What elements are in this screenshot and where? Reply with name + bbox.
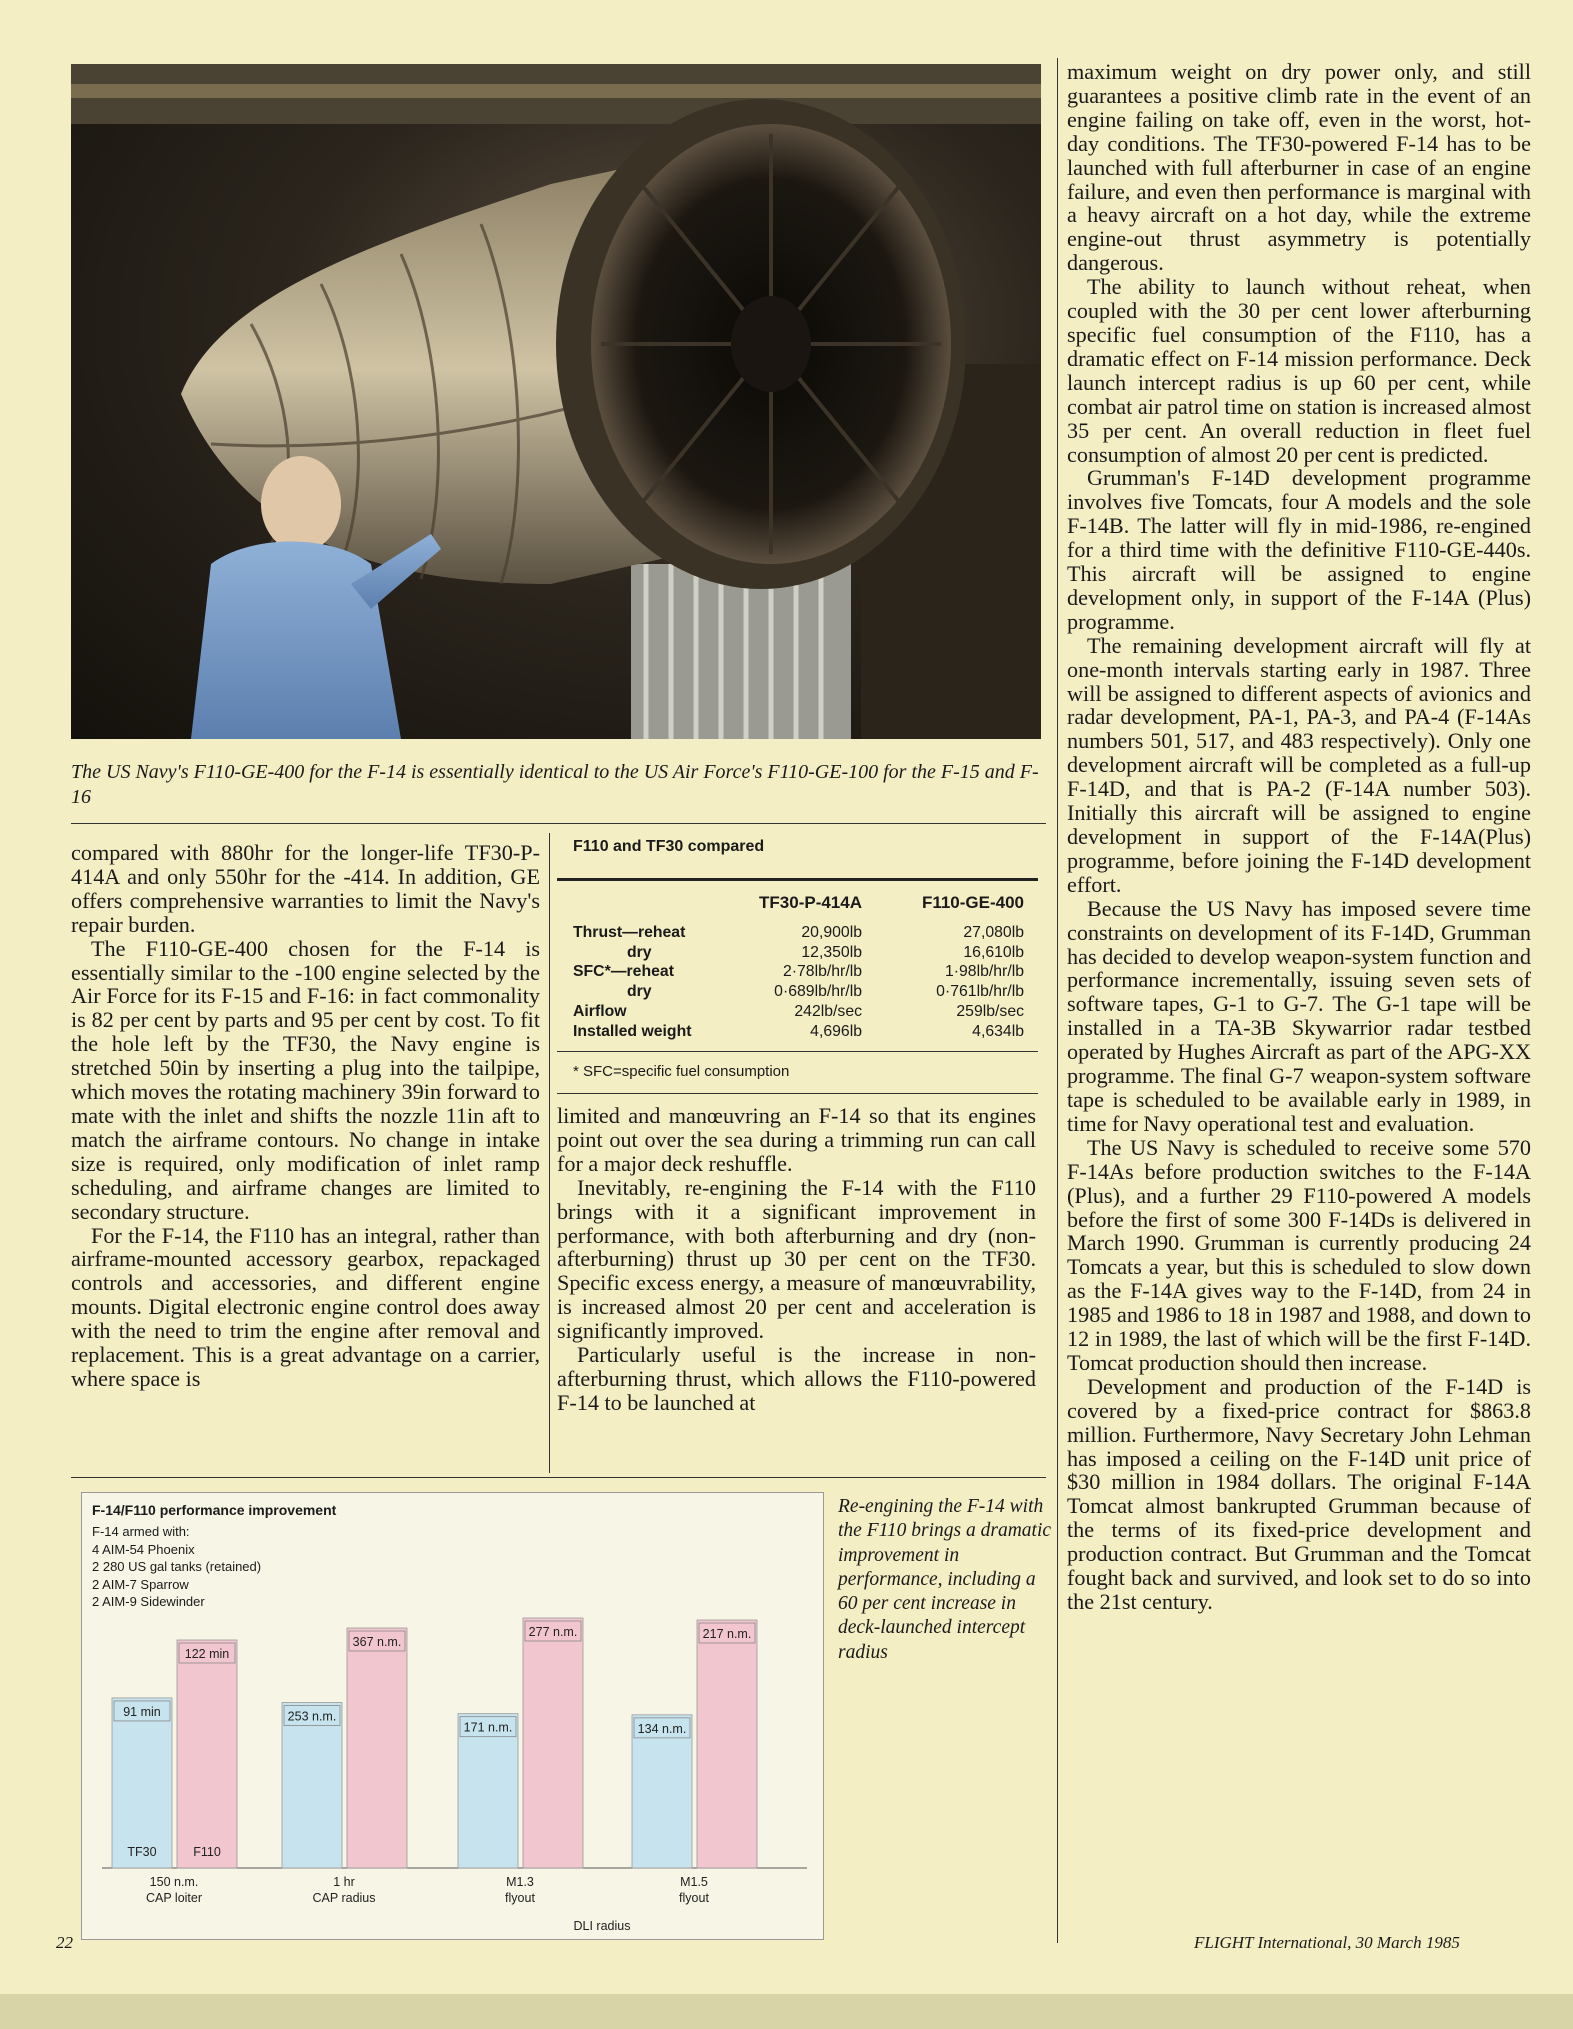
column-header: TF30-P-414A (759, 893, 862, 912)
table-bottom-rule (557, 1051, 1038, 1052)
bar-f110 (347, 1628, 407, 1868)
comparison-table (557, 838, 1038, 1080)
cell: 0·689lb/hr/lb (774, 983, 862, 1001)
paragraph: For the F-14, the F110 has an integral, rather than airframe-mounted accessory gearbox, repackaged controls and accessories, and different engine mounts. Digital electronic engine control does away with the need to trim the engine after removal and replacement. This is a great advantage on a carrier, where space is (71, 1222, 540, 1391)
cell: 4,634lb (972, 1022, 1024, 1040)
group-label: DLI radius (573, 1919, 631, 1933)
table-row (557, 962, 1038, 982)
cell: 20,900lb (801, 924, 862, 941)
armed-line: 4 AIM-54 Phoenix (92, 1541, 195, 1557)
cell: 259lb/sec (956, 1002, 1024, 1020)
chart-top-rule (71, 1477, 1046, 1478)
bar-f110 (697, 1620, 757, 1868)
performance-chart (81, 1492, 824, 1940)
cell: 2·78lb/hr/lb (782, 963, 862, 981)
category-label: flyout (505, 1891, 535, 1905)
row-label: dry (627, 983, 652, 1001)
armed-line: 2 AIM-9 Sidewinder (92, 1594, 205, 1609)
category-label: M1.5 (680, 1875, 708, 1889)
row-label: dry (627, 943, 652, 961)
data-label: 122 min (184, 1647, 230, 1661)
row-label: Installed weight (573, 1022, 692, 1040)
data-label: 134 n.m. (637, 1721, 687, 1736)
data-label: 171 n.m. (463, 1720, 513, 1735)
table-row (557, 923, 1038, 943)
data-label: 91 min (123, 1704, 161, 1719)
paragraph: Development and production of the F-14D is covered by a fixed-price contract for $863.8 million. Furthermore, Navy Secretary John Lehman has imposed a ceiling on the F-14D unit price of $30 million in 1984 dollars. The original F-14A Tomcat almost bankrupted Grumman because of the terms of its fixed-price development and production contract. But Grumman and the Tomcat fought back and survived, and look set to do so into the 21st century. (1067, 1373, 1531, 1614)
publication-date: FLIGHT International, 30 March 1985 (1194, 1933, 1460, 1952)
cell: 27,080lb (963, 924, 1024, 941)
paragraph: compared with 880hr for the longer-life TF30-P-414A and only 550hr for the -414. In addition, GE offers comprehensive warranties to limit the Navy's repair burden. (71, 840, 540, 937)
category-label: 150 n.m. (149, 1875, 199, 1889)
table-title: F110 and TF30 compared (573, 838, 765, 855)
paragraph: The ability to launch without reheat, when coupled with the 30 per cent lower afterburning specific fuel consumption of the F110, has a dramatic effect on F-14 mission performance. Deck launch intercept radius is up 60 per cent, while combat air patrol time on station is increased almost 35 per cent. An overall reduction in fleet fuel consumption of almost 20 per cent is predicted. (1067, 274, 1531, 467)
bar-f110 (523, 1618, 583, 1868)
chart-title: F-14/F110 performance improvement (92, 1502, 337, 1518)
armed-with-list (92, 1523, 261, 1611)
engine-illustration (71, 64, 1041, 739)
data-label: 217 n.m. (702, 1627, 752, 1641)
cell: 0·761lb/hr/lb (936, 983, 1024, 1001)
cell: 16,610lb (963, 943, 1024, 961)
row-label: Thrust—reheat (573, 924, 686, 941)
series-label-f110: F110 (193, 1845, 221, 1859)
category-label: flyout (679, 1891, 709, 1905)
paragraph: The remaining development aircraft will fly at one-month intervals starting early in 1987. Three will be assigned to different aspects of avionics and radar development, PA-1, PA-3, and PA-4 (F-14As numbers 501, 517, and 483 respectively). Only one development aircraft will be completed as a full-up F-14D, and that is PA-2 (F-14A number 503). Initially this aircraft will be assigned to engine development in support of the F-14A(Plus) programme, before joining the F-14D development effort. (1067, 632, 1531, 897)
data-label: 277 n.m. (528, 1625, 578, 1639)
category-label: CAP loiter (145, 1891, 203, 1905)
paragraph: The F110-GE-400 chosen for the F-14 is essentially similar to the -100 engine selected by the Air Force for its F-15 and F-16: in fact commonality is 82 per cent by parts and 95 per cent by cost. To fit the hole left by the TF30, the Navy engine is stretched 50in by inserting a plug into the tailpipe, which moves the rotating machinery 39in forward to mate with the inlet and shifts the nozzle 11in aft to match the airframe contours. No change in intake size is required, only modification of inlet ramp scheduling, and airframe changes are limited to secondary structure. (71, 935, 540, 1224)
paragraph: The US Navy is scheduled to receive some 570 F-14As before production switches to the F-14A (Plus), and a further 29 F110-powered A models before the first of some 300 F-14Ds is delivered in March 1990. Grumman is currently producing 24 Tomcats a year, but this is scheduled to slow down as the F-14A gives way to the F-14D, from 24 in 1985 and 1986 to 18 in 1987 and 1988, and down to 12 in 1989, the last of which will be the first F-14D. Tomcat production should then increase. (1067, 1134, 1531, 1375)
chart-caption: Re-engining the F-14 with the F110 brings a dramatic improvement in performance, including a 60 per cent increase in deck-launched intercept radius (838, 1496, 1052, 1663)
series-label-tf30: TF30 (127, 1845, 157, 1859)
page-edge (0, 1994, 1573, 2029)
table-row (557, 1002, 1038, 1022)
category-label: CAP radius (312, 1891, 376, 1905)
bar-tf30 (282, 1703, 342, 1868)
paragraph: limited and manœuvring an F-14 so that its engines point out over the sea during a trimming run can call for a major deck reshuffle. (557, 1103, 1036, 1176)
table-end-rule (557, 1093, 1038, 1094)
photo-caption: The US Navy's F110-GE-400 for the F-14 is essentially identical to the US Air Force's F110-GE-100 for the F-15 and F-16 (71, 761, 1039, 808)
category-label: 1 hr (333, 1875, 355, 1889)
column-rule-middle (549, 833, 550, 1473)
data-label: 367 n.m. (352, 1635, 402, 1649)
table-row (557, 943, 1038, 963)
armed-line: 2 280 US gal tanks (retained) (92, 1559, 262, 1574)
table-footnote: * SFC=specific fuel consumption (573, 1063, 790, 1081)
text-column-3 (1067, 60, 1531, 1614)
paragraph: Inevitably, re-engining the F-14 with the F110 brings with it a significant improvement in performance, with both afterburning and dry (non-afterburning) thrust up 30 per cent on the TF30. Specific excess energy, a measure of manœuvrability, is increased almost 20 per cent and acceleration is significantly improved. (557, 1174, 1036, 1344)
paragraph: Because the US Navy has imposed severe time constraints on development of its F-14D, Grumman has decided to develop weapon-system function and performance incrementally, issuing seven sets of software tapes, G-1 to G-7. The G-1 tape will be installed in a TA-3B Skywarrior radar testbed operated by Hughes Aircraft as part of the APG-XX programme. The final G-7 weapon-system software tape is scheduled to be available early in 1989, in time for Navy operational test and evaluation. (1067, 895, 1531, 1136)
category-label: M1.3 (506, 1875, 534, 1889)
engine-photo (71, 64, 1041, 739)
cell: 12,350lb (801, 943, 862, 961)
armed-line: 2 AIM-7 Sparrow (92, 1576, 189, 1592)
cell: 242lb/sec (794, 1002, 862, 1020)
cell: 4,696lb (810, 1022, 862, 1040)
cell: 1·98lb/hr/lb (944, 963, 1024, 981)
table-rule (557, 878, 1038, 881)
bar-f110 (177, 1640, 237, 1868)
text-column-1 (71, 841, 540, 1391)
paragraph: Particularly useful is the increase in non-afterburning thrust, which allows the F110-powered F-14 to be launched at (557, 1342, 1036, 1415)
armed-line: F-14 armed with: (92, 1524, 190, 1539)
row-label: SFC*—reheat (573, 963, 674, 981)
table-row (557, 1022, 1038, 1042)
text-column-2 (557, 1104, 1036, 1415)
caption-rule (71, 823, 1046, 824)
paragraph: Grumman's F-14D development programme involves five Tomcats, four A models and the sole F-14B. The latter will fly in mid-1986, re-engined for a third time with the definitive F110-GE-440s. This aircraft will be assigned to engine development only, in support of the F-14A (Plus) programme. (1067, 465, 1531, 634)
table-row (557, 982, 1038, 1002)
table-header (557, 893, 1038, 913)
page-number: 22 (56, 1933, 73, 1952)
data-label: 253 n.m. (287, 1709, 337, 1724)
column-rule-right (1057, 58, 1058, 1943)
bar-tf30 (112, 1698, 172, 1868)
paragraph: maximum weight on dry power only, and still guarantees a positive climb rate in the event of an engine failing on take off, even in the worst, hot-day conditions. The TF30-powered F-14 has to be launched with full afterburner in case of an engine failure, and even then performance is marginal with a heavy aircraft on a hot day, while the extreme engine-out thrust asymmetry is potentially dangerous. (1067, 59, 1531, 276)
row-label: Airflow (573, 1002, 627, 1020)
column-header: F110-GE-400 (921, 893, 1024, 912)
